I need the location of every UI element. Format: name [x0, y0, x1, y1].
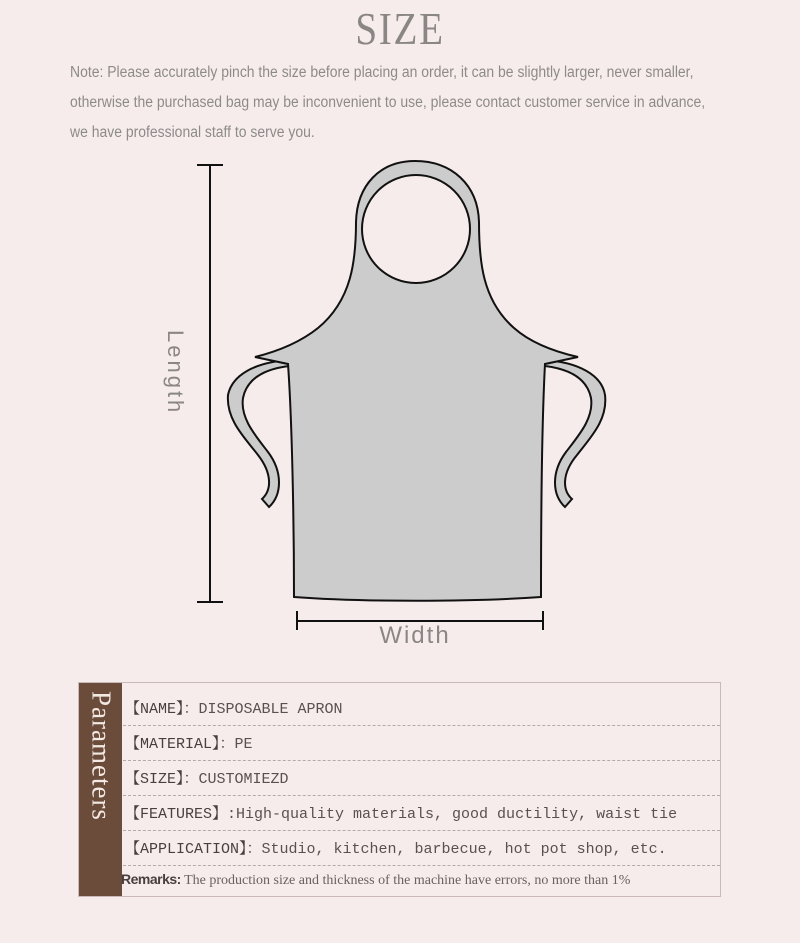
- apron-diagram: [0, 150, 800, 630]
- param-key: 【MATERIAL】: [125, 736, 220, 753]
- remarks-text: The production size and thickness of the machine have errors, no more than 1%: [180, 873, 631, 888]
- param-row-features: [123, 796, 720, 831]
- left-waist-tie-icon: [228, 360, 290, 507]
- param-key: 【SIZE】: [125, 771, 184, 788]
- param-row-name: [123, 691, 720, 726]
- remarks: [121, 871, 630, 889]
- parameters-table: [78, 682, 721, 897]
- param-value: ：PE: [219, 736, 253, 753]
- param-value: ：Studio, kitchen, barbecue, hot pot shop, etc.: [246, 841, 667, 858]
- param-row-size: [123, 761, 720, 796]
- length-dimension-line: [197, 165, 223, 602]
- param-row-application: [123, 831, 720, 866]
- size-note: [70, 58, 706, 148]
- note-line: we have professional staff to serve you.: [70, 124, 315, 141]
- param-row-material: [123, 726, 720, 761]
- parameters-side-bar: [79, 683, 122, 896]
- note-line: otherwise the purchased bag may be inconvenient to use, please contact customer service in advance,: [70, 94, 706, 111]
- parameters-heading: Parameters: [86, 691, 116, 821]
- width-label: Width: [379, 622, 451, 649]
- right-waist-tie-icon: [544, 360, 605, 507]
- neck-hole-icon: [362, 175, 470, 283]
- param-key: 【APPLICATION】: [125, 841, 247, 858]
- param-key: 【NAME】: [125, 701, 184, 718]
- note-line: Note: Please accurately pinch the size before placing an order, it can be slightly larger, never smaller,: [70, 64, 694, 81]
- remarks-label: Remarks:: [121, 871, 181, 887]
- param-value: ：DISPOSABLE APRON: [183, 701, 343, 718]
- page-title: SIZE: [355, 3, 445, 54]
- param-key: 【FEATURES】: [125, 806, 228, 823]
- length-label: Length: [163, 330, 188, 416]
- param-value: ：CUSTOMIEZD: [183, 771, 289, 788]
- param-value: :High-quality materials, good ductility, waist tie: [227, 806, 678, 823]
